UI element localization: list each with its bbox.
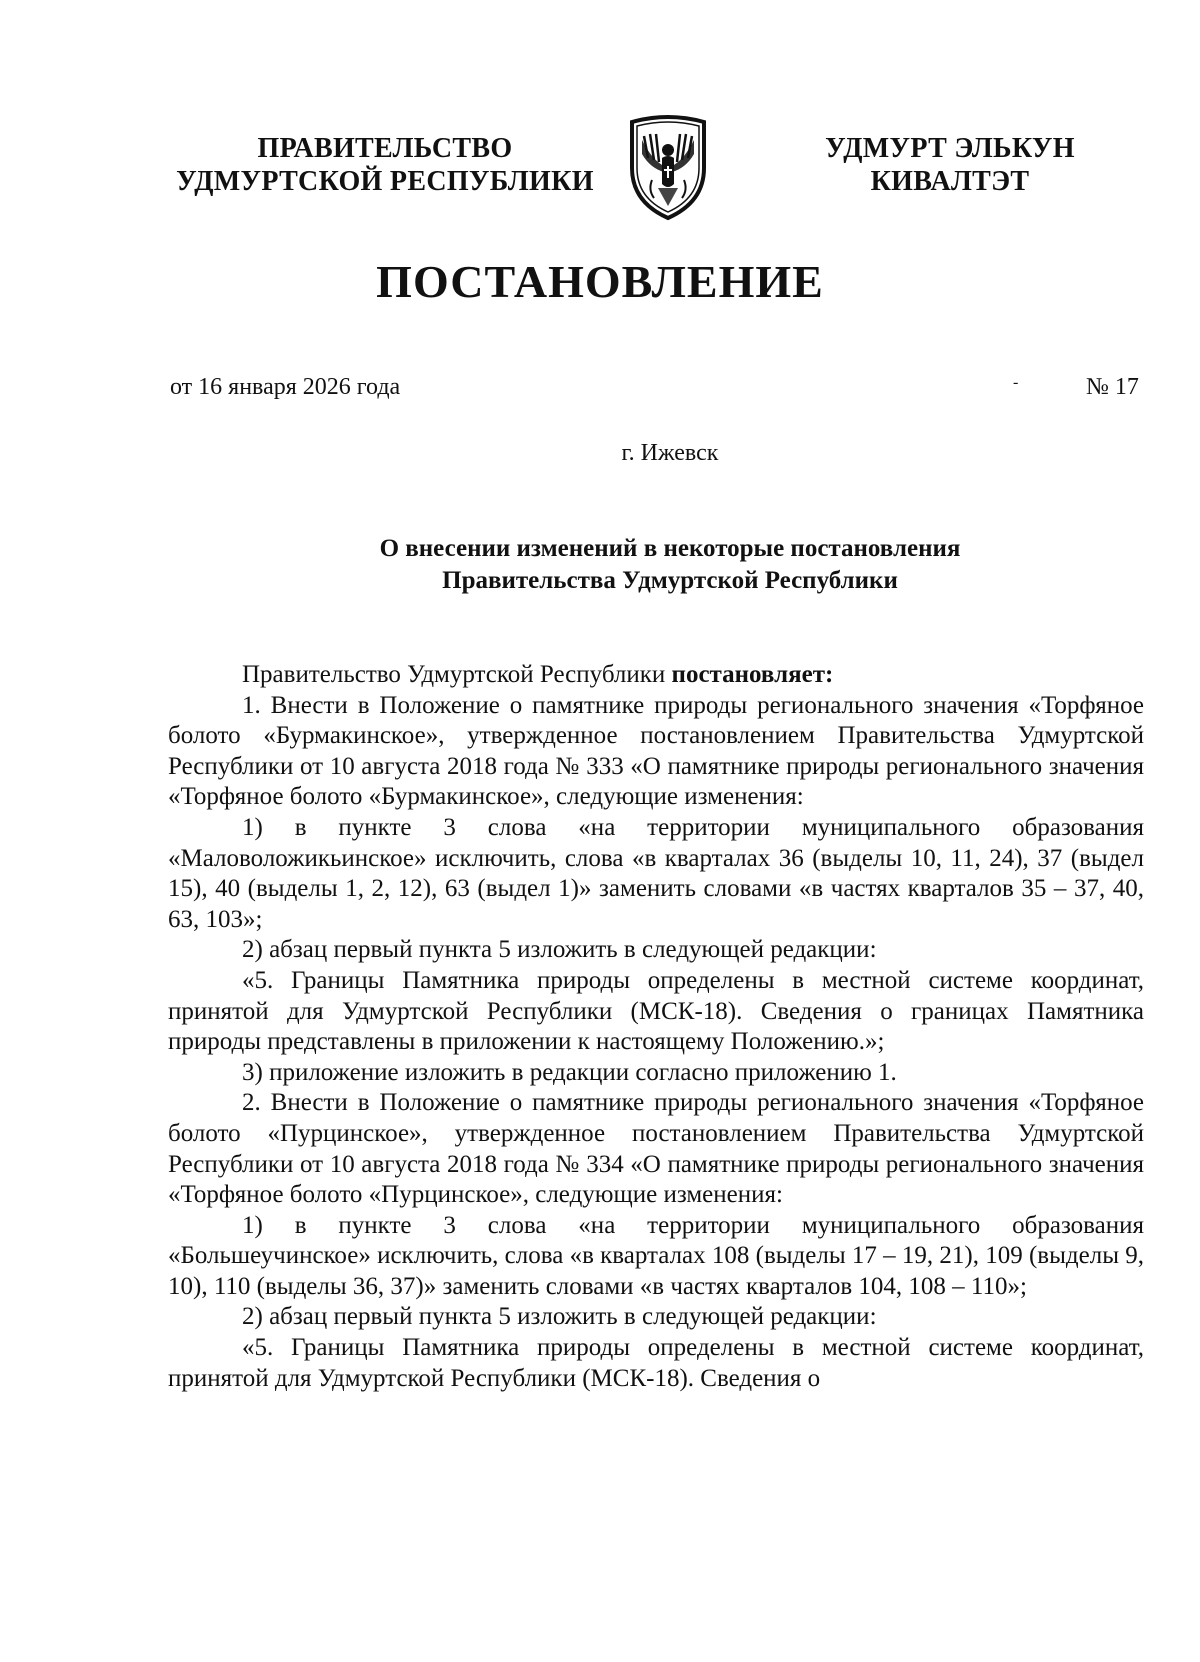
government-name-udmurt-line2: КИВАЛТЭТ [870, 166, 1030, 197]
document-date: от 16 января 2026 года [170, 374, 401, 400]
government-name-udmurt [800, 132, 1100, 198]
government-name-line1: ПРАВИТЕЛЬСТВО [257, 133, 513, 164]
body-paragraph: 2) абзац первый пункта 5 изложить в следующей редакции: [242, 1303, 877, 1331]
document-number: № 17 [1086, 374, 1139, 400]
body-paragraph: 1) в пункте 3 слова «на территории муниципального образования «Большеучинское» исключить, слова «в кварталах 108 (выделы 17 – 19, 21), 109 (выделы 9, 10), 110 (выделы 36, 37)» заменить словами «в частях кварталов 104, 108 – 110»; [168, 1211, 1144, 1300]
body-paragraph: 2. Внести в Положение о памятнике природы регионального значения «Торфяное болото «Пурцинское», утвержденное постановлением Правительства Удмуртской Республики от 10 августа 2018 года № 334 «О памятнике природы регионального значения «Торфяное болото «Пурцинское», следующие изменения: [168, 1089, 1144, 1209]
stray-mark: - [1013, 374, 1019, 391]
document-type-title: ПОСТАНОВЛЕНИЕ [376, 256, 824, 307]
intro-text: Правительство Удмуртской Республики [242, 661, 672, 688]
body-paragraph: «5. Границы Памятника природы определены в местной системе координат, принятой для Удмуртской Республики (МСК-18). Сведения о границах Памятника природы представлены в приложении к настоящему Положению.»; [168, 966, 1144, 1056]
body-paragraph: 2) абзац первый пункта 5 изложить в следующей редакции: [242, 936, 877, 964]
body-paragraph: 1) в пункте 3 слова «на территории муниципального образования «Маловоложикьинское» исключить, слова «в кварталах 36 (выделы 10, 11, 24), 37 (выдел 15), 40 (выделы 1, 2, 12), 63 (выдел 1)» заменить словами «в частях кварталов 35 – 37, 40, 63, 103»; [168, 813, 1144, 933]
government-name-line2: УДМУРТСКОЙ РЕСПУБЛИКИ [176, 166, 594, 197]
government-name-udmurt-line1: УДМУРТ ЭЛЬКУН [825, 133, 1075, 164]
subject-line1: О внесении изменений в некоторые постановления [379, 535, 961, 562]
document-city: г. Ижевск [621, 440, 719, 466]
body-paragraph: «5. Границы Памятника природы определены в местной системе координат, принятой для Удмуртской Республики (МСК-18). Сведения о [168, 1334, 1144, 1392]
document-subject [170, 533, 1170, 597]
document-body [168, 660, 1144, 1394]
coat-of-arms-emblem-icon [612, 110, 724, 222]
subject-line2: Правительства Удмуртской Республики [442, 567, 898, 594]
intro-bold: постановляет: [671, 661, 834, 688]
government-name-russian [170, 132, 600, 198]
resolution-intro [168, 660, 1144, 691]
body-paragraph: 1. Внести в Положение о памятнике природы регионального значения «Торфяное болото «Бурмакинское», утвержденное постановлением Правительства Удмуртской Республики от 10 августа 2018 года № 333 «О памятнике природы регионального значения «Торфяное болото «Бурмакинское», следующие изменения: [168, 691, 1144, 811]
body-paragraph: 3) приложение изложить в редакции согласно приложению 1. [242, 1058, 897, 1086]
